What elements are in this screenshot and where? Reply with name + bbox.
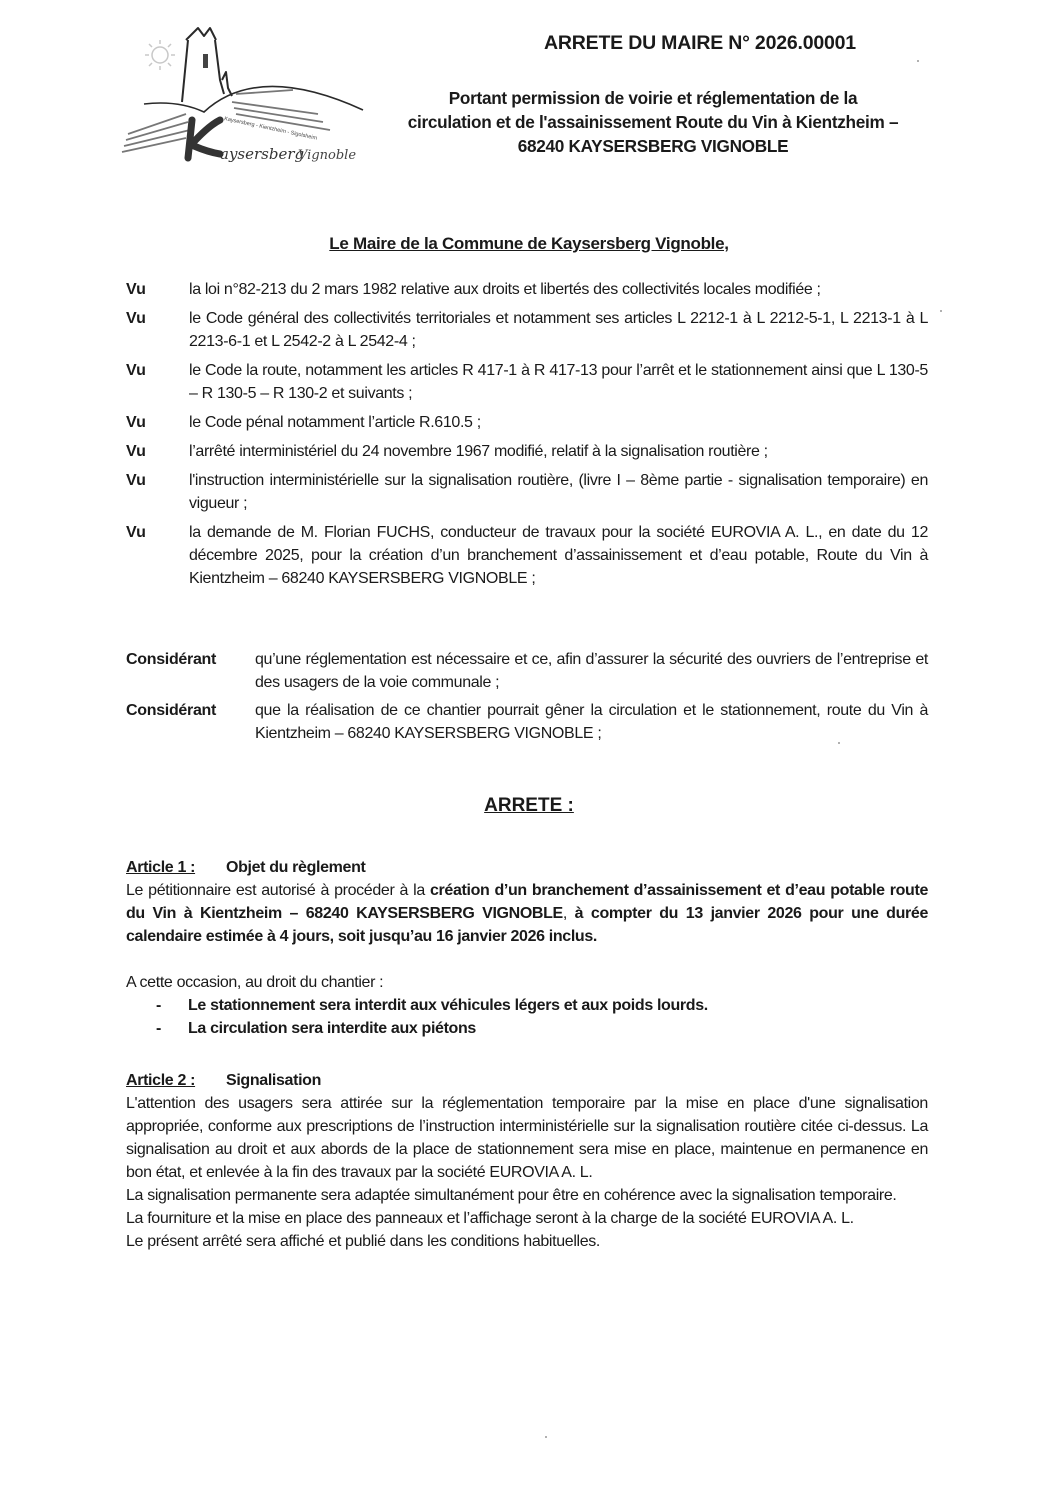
vu-item (126, 521, 928, 590)
article-title: Signalisation (226, 1072, 322, 1089)
article-paragraph: La fourniture et la mise en place des panneaux et l’affichage seront à la charge de la société EUROVIA A. L. (126, 1210, 854, 1227)
vu-text: l’arrêté interministériel du 24 novembre 1967 modifié, relatif à la signalisation routière ; (189, 443, 768, 460)
article-text: Le pétitionnaire est autorisé à procéder à la (126, 882, 430, 899)
article-title: Objet du règlement (226, 859, 366, 876)
considerant-list (126, 648, 928, 750)
mayor-heading: Le Maire de la Commune de Kaysersberg Vignoble, (329, 234, 729, 253)
vu-label: Vu (126, 310, 146, 327)
subtitle-line: 68240 KAYSERSBERG VIGNOBLE (517, 136, 789, 156)
considerant-label: Considérant (126, 702, 217, 719)
article-body (126, 879, 928, 948)
vu-text: l'instruction interministérielle sur la signalisation routière, (livre I – 8ème partie - signalisation temporaire) en vigueur ; (189, 472, 928, 512)
svg-text:Kaysersberg - Kientzheim - Sig: Kaysersberg - Kientzheim - Sigolsheim (223, 116, 318, 142)
vu-label: Vu (126, 414, 146, 431)
vu-item (126, 440, 928, 463)
vu-text: la demande de M. Florian FUCHS, conducteur de travaux pour la société EUROVIA A. L., en date du 12 décembre 2025, pour la création d’un branchement d’assainissement et d’eau potable, Route du Vin à Kientzheim – 68240 KAYSERSBERG VIGNOBLE ; (189, 524, 928, 587)
article-heading (126, 1069, 928, 1092)
considerant-item (126, 648, 928, 694)
article-paragraph: Le présent arrêté sera affiché et publié dans les conditions habituelles. (126, 1233, 601, 1250)
article-number: Article 2 : (126, 1072, 196, 1089)
vu-text: le Code pénal notamment l’article R.610.5 ; (189, 414, 481, 431)
vu-label: Vu (126, 524, 146, 541)
article-heading (126, 856, 928, 879)
considerant-text: que la réalisation de ce chantier pourrait gêner la circulation et le stationnement, route du Vin à Kientzheim – 68240 KAYSERSBERG VIGNOBLE ; (255, 702, 928, 742)
vu-text: la loi n°82-213 du 2 mars 1982 relative aux droits et libertés des collectivités locales modifiée ; (189, 281, 821, 298)
restriction-list (126, 994, 928, 1040)
subtitle-line: Portant permission de voirie et réglementation de la (448, 88, 858, 108)
vu-item (126, 307, 928, 353)
svg-text:aysersberg: aysersberg (220, 145, 305, 163)
occasion-text: A cette occasion, au droit du chantier : (126, 974, 384, 991)
scan-speck (917, 60, 919, 62)
vu-item (126, 411, 928, 434)
restriction-item: - La circulation sera interdite aux piétons (126, 1017, 928, 1040)
considerant-item (126, 699, 928, 745)
vu-label: Vu (126, 443, 146, 460)
article-bold-dates: à compter du 13 janvier 2026 pour une durée calendaire estimée à 4 jours, soit jusqu’au 16 janvier 2026 inclus. (126, 905, 928, 945)
scan-speck (838, 742, 840, 744)
restriction-text: La circulation sera interdite aux piétons (188, 1020, 476, 1037)
vu-item (126, 278, 928, 301)
vu-label: Vu (126, 472, 146, 489)
arrete-heading: ARRETE : (484, 795, 574, 816)
considerant-label: Considérant (126, 651, 217, 668)
article-paragraph: L'attention des usagers sera attirée sur la réglementation temporaire par la mise en place d'une signalisation appropriée, conforme aux prescriptions de l’instruction interministérielle sur la signalisation routière citée ci-dessus. La signalisation au droit et aux abords de la place de stationnement sera mise en place, maintenue en permanence en bon état, et enlevée à la fin des travaux par la société EUROVIA A. L. (126, 1095, 928, 1181)
article-2 (126, 1069, 928, 1253)
decree-subtitle (372, 86, 934, 158)
article-paragraph: La signalisation permanente sera adaptée simultanément pour être en cohérence avec la signalisation temporaire. (126, 1187, 897, 1204)
decree-title: ARRETE DU MAIRE N° 2026.00001 (544, 32, 856, 54)
kaysersberg-logo-icon (108, 22, 368, 172)
considerant-text: qu’une réglementation est nécessaire et ce, afin d’assurer la sécurité des ouvriers de l’entreprise et des usagers de la voie communale ; (255, 651, 928, 691)
scan-speck (940, 310, 942, 312)
article-text: , (562, 905, 575, 922)
restriction-text: Le stationnement sera interdit aux véhicules légers et aux poids lourds. (188, 997, 708, 1014)
municipality-logo (108, 22, 368, 172)
article-bold-text: création d’un branchement d’assainissement et d’eau potable route du Vin à Kientzheim – 68240 KAYSERSBERG VIGNOBLE (126, 882, 928, 922)
vu-label: Vu (126, 281, 146, 298)
vu-label: Vu (126, 362, 146, 379)
article-1 (126, 856, 928, 1040)
vu-list (126, 278, 928, 596)
subtitle-line: circulation et de l'assainissement Route du Vin à Kientzheim – (407, 112, 899, 132)
restriction-item: - Le stationnement sera interdit aux véhicules légers et aux poids lourds. (126, 994, 928, 1017)
vu-text: le Code général des collectivités territoriales et notamment ses articles L 2212-1 à L 2212-5-1, L 2213-1 à L 2213-6-1 et L 2542-2 à L 2542-4 ; (189, 310, 928, 350)
vu-item (126, 359, 928, 405)
vu-item (126, 469, 928, 515)
svg-text:Vignoble: Vignoble (298, 148, 357, 163)
article-number: Article 1 : (126, 859, 196, 876)
vu-text: le Code la route, notamment les articles R 417-1 à R 417-13 pour l’arrêt et le stationnement ainsi que L 130-5 – R 130-5 – R 130-2 et suivants ; (189, 362, 928, 402)
scan-speck (545, 1436, 547, 1438)
